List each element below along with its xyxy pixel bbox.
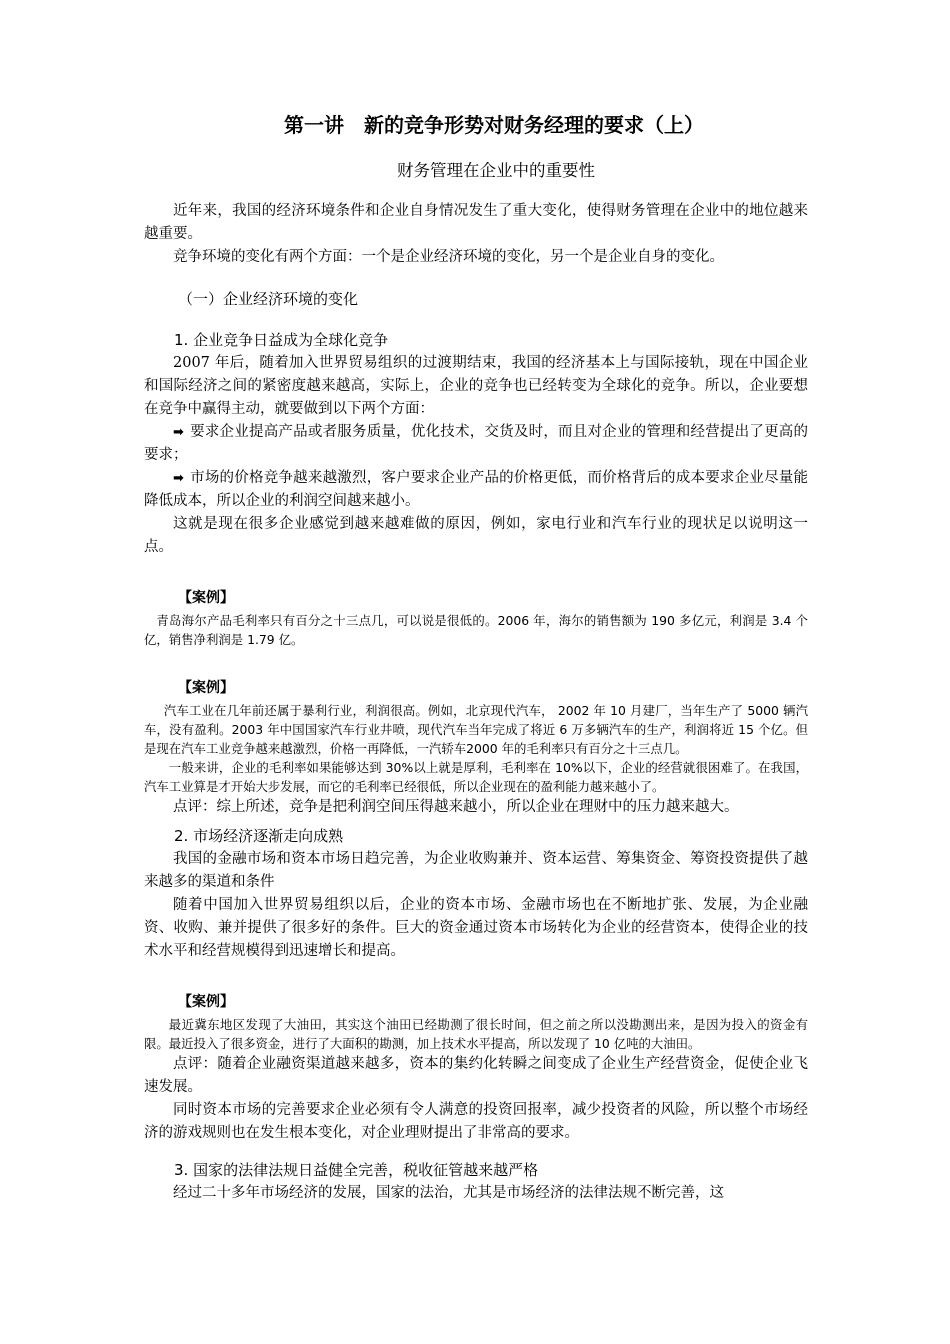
section-heading: （一）企业经济环境的变化 xyxy=(178,290,359,308)
document-page xyxy=(144,108,808,1205)
subsection-heading: 3. 国家的法律法规日益健全完善，税收征管越来越严格 xyxy=(174,1161,539,1179)
bullet-item xyxy=(144,467,808,513)
page-subtitle: 财务管理在企业中的重要性 xyxy=(397,161,595,180)
case-label: 【案例】 xyxy=(178,590,234,606)
right-arrow-icon: ➡ xyxy=(173,471,184,486)
comment-paragraph: 点评：随着企业融资渠道越来越多，资本的集约化转瞬之间变成了企业生产经营资金，促使企业飞速发展。 xyxy=(144,1056,808,1095)
case-label: 【案例】 xyxy=(178,680,234,696)
body-paragraph: 2007 年后，随着加入世界贸易组织的过渡期结束，我国的经济基本上与国际接轨，现在中国企业和国际经济之间的紧密度越来越高，实际上，企业的竞争也已经转变为全球化的竞争。所以，企业要想在竞争中赢得主动，就要做到以下两个方面： xyxy=(144,355,808,417)
body-paragraph: 我国的金融市场和资本市场日趋完善，为企业收购兼并、资本运营、筹集资金、筹资投资提供了越来越多的渠道和条件 xyxy=(144,851,808,890)
page-title: 第一讲 新的竞争形势对财务经理的要求（上） xyxy=(284,113,704,137)
bullet-text: 市场的价格竞争越来越激烈，客户要求企业产品的价格更低，而价格背后的成本要求企业尽量能降低成本，所以企业的利润空间越来越小。 xyxy=(144,470,808,509)
body-paragraph: 同时资本市场的完善要求企业必须有令人满意的投资回报率，减少投资者的风险，所以整个市场经济的游戏规则也在发生根本变化，对企业理财提出了非常高的要求。 xyxy=(144,1102,808,1141)
right-arrow-icon: ➡ xyxy=(173,425,184,440)
bullet-item xyxy=(144,421,808,467)
subsection-heading: 1. 企业竞争日益成为全球化竞争 xyxy=(174,331,389,349)
intro-paragraph: 竞争环境的变化有两个方面：一个是企业经济环境的变化，另一个是企业自身的变化。 xyxy=(173,249,724,265)
body-paragraph: 随着中国加入世界贸易组织以后，企业的资本市场、金融市场也在不断地扩张、发展，为企业融资、收购、兼并提供了很多好的条件。巨大的资金通过资本市场转化为企业的经营资本，使得企业的技术水平和经营规模得到迅速增长和提高。 xyxy=(144,897,808,959)
case-text: 青岛海尔产品毛利率只有百分之十三点几，可以说是很低的。2006 年，海尔的销售额为 190 多亿元，利润是 3.4 个亿，销售净利润是 1.79 亿。 xyxy=(144,613,808,647)
body-paragraph: 这就是现在很多企业感觉到越来越难做的原因，例如，家电行业和汽车行业的现状足以说明这一点。 xyxy=(144,516,808,555)
subsection-heading: 2. 市场经济逐渐走向成熟 xyxy=(174,827,344,845)
case-text: 一般来讲，企业的毛利率如果能够达到 30%以上就是厚利，毛利率在 10%以下，企业的经营就很困难了。在我国，汽车工业算是才开始大步发展，而它的毛利率已经很低，所以企业现在的盈利能力越来越小了。 xyxy=(144,760,808,794)
case-label: 【案例】 xyxy=(178,994,234,1010)
intro-paragraph: 近年来，我国的经济环境条件和企业自身情况发生了重大变化，使得财务管理在企业中的地位越来越重要。 xyxy=(144,203,808,242)
bullet-text: 要求企业提高产品或者服务质量，优化技术，交货及时，而且对企业的管理和经营提出了更高的要求； xyxy=(144,424,808,463)
body-paragraph: 经过二十多年市场经济的发展，国家的法治，尤其是市场经济的法律法规不断完善，这 xyxy=(173,1185,724,1201)
case-text: 汽车工业在几年前还属于暴利行业，利润很高。例如，北京现代汽车， 2002 年 10 月建厂，当年生产了 5000 辆汽车，没有盈利。2003 年中国国家汽车行业井喷，现代汽车当年完成了将近 6 万多辆汽车的生产，利润将近 15 个亿。但是现在汽车工业竞争越来越激烈，价格一再降低，一汽轿车2000 年的毛利率只有百分之十三点几。 xyxy=(144,703,808,756)
case-text: 最近冀东地区发现了大油田，其实这个油田已经勘测了很长时间，但之前之所以没勘测出来，是因为投入的资金有限。最近投入了很多资金，进行了大面积的勘测，加上技术水平提高，所以发现了 10 亿吨的大油田。 xyxy=(144,1017,808,1051)
comment-paragraph: 点评：综上所述，竞争是把利润空间压得越来越小，所以企业在理财中的压力越来越大。 xyxy=(173,799,739,815)
